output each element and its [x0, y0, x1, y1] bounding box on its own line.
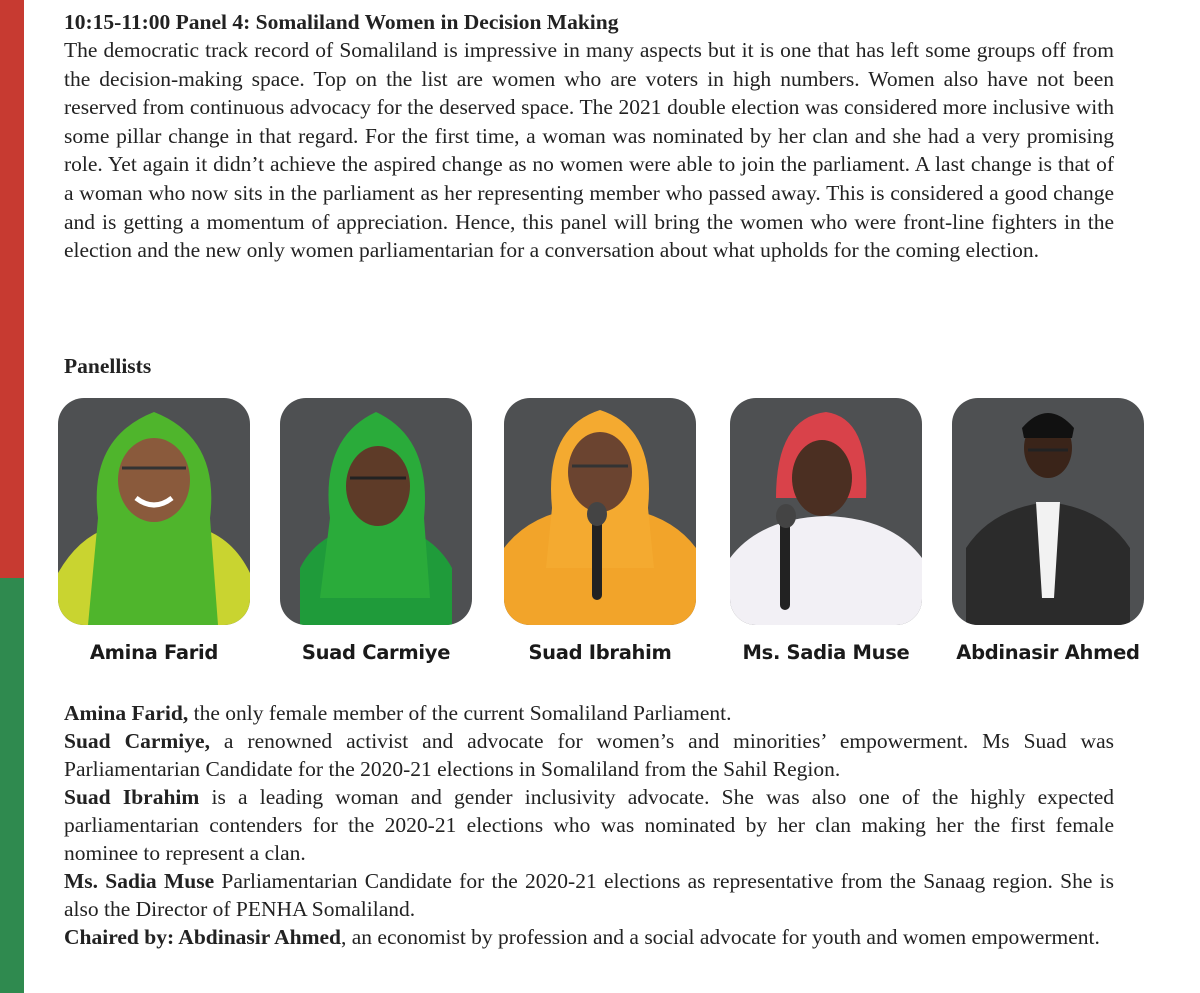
bio-sadia-muse — [64, 867, 1114, 923]
bio-amina-farid — [64, 699, 1114, 727]
panellist-name: Abdinasir Ahmed — [956, 641, 1140, 664]
panellist-name: Suad Carmiye — [301, 641, 451, 664]
bio-name: Amina Farid, — [64, 701, 189, 725]
panellist-name: Ms. Sadia Muse — [742, 641, 910, 664]
panellist-cards — [58, 398, 1148, 673]
bio-text: Parliamentarian Candidate for the 2020-21 elections as representative from the Sanaag region. She is also the Director of PENHA Somaliland. — [64, 869, 1114, 921]
bio-name: Suad Carmiye, — [64, 729, 210, 753]
panellist-card-abdinasir-ahmed — [952, 398, 1144, 664]
panel-heading: 10:15-11:00 Panel 4: Somaliland Women in Decision Making — [64, 10, 619, 34]
panel-description — [64, 8, 1114, 265]
panellist-photo — [730, 398, 922, 625]
bio-text: the only female member of the current Somaliland Parliament. — [188, 701, 732, 725]
bio-chair-abdinasir-ahmed — [64, 923, 1114, 951]
bio-name: Ms. Sadia Muse — [64, 869, 215, 893]
left-accent-stripe-green — [0, 578, 24, 993]
panellist-name: Amina Farid — [89, 641, 219, 664]
bio-text: a renowned activist and advocate for women’s and minorities’ empowerment. Ms Suad was Parliamentarian Candidate for the 2020-21 elections in Somaliland from the Sahil Region. — [64, 729, 1114, 781]
bio-name: Chaired by: Abdinasir Ahmed — [64, 925, 341, 949]
panellist-photo — [280, 398, 472, 625]
panellist-photo — [504, 398, 696, 625]
panellist-bios — [64, 699, 1114, 951]
bio-text: is a leading woman and gender inclusivity advocate. She was also one of the highly expected parliamentarian contenders for the 2020-21 elections who was nominated by her clan making her the first female nominee to represent a clan. — [64, 785, 1114, 865]
bio-name: Suad Ibrahim — [64, 785, 200, 809]
bio-text: , an economist by profession and a social advocate for youth and women empowerment. — [341, 925, 1100, 949]
panellists-title: Panellists — [64, 354, 152, 378]
panellist-photo — [58, 398, 250, 625]
panellist-card-amina-farid — [58, 398, 250, 664]
panellist-card-suad-ibrahim — [504, 398, 696, 664]
left-accent-stripe-red — [0, 0, 24, 578]
panel-body-text: The democratic track record of Somaliland is impressive in many aspects but it is one that has left some groups off from the decision-making space. Top on the list are women who are voters in high numbers. Women also have not been reserved from continuous advocacy for the deserved space. The 2021 double election was considered more inclusive with some pillar change in that regard. For the first time, a woman was nominated by her clan and she had a very promising role. Yet again it didn’t achieve the aspired change as no women were able to join the parliament. A last change is that of a woman who now sits in the parliament as her representing member who passed away. This is considered a good change and is getting a momentum of appreciation. Hence, this panel will bring the women who were front-line fighters in the election and the new only women parliamentarian for a conversation about what upholds for the coming election. — [64, 38, 1114, 263]
bio-suad-carmiye — [64, 727, 1114, 783]
panellist-card-sadia-muse — [730, 398, 922, 664]
panellist-name: Suad Ibrahim — [528, 641, 672, 664]
panellist-photo — [952, 398, 1144, 625]
bio-suad-ibrahim — [64, 783, 1114, 867]
panellist-card-suad-carmiye — [280, 398, 472, 664]
